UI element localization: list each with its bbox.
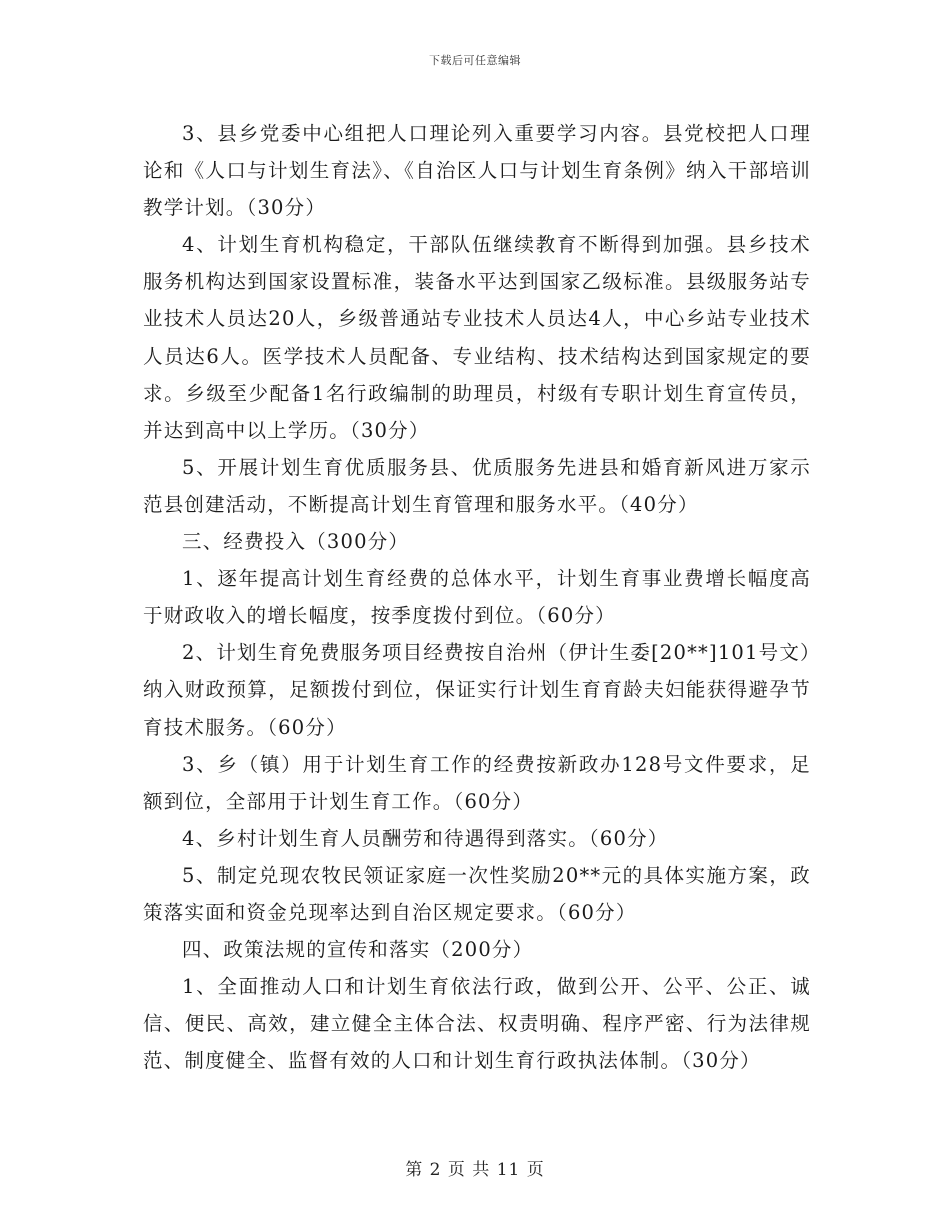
- page-header-note: 下载后可任意编辑: [429, 54, 521, 67]
- paragraph-funding-3: 3、乡（镇）用于计划生育工作的经费按新政办128号文件要求，足额到位，全部用于计划生育工作。（60分）: [143, 752, 811, 813]
- paragraph-funding-2: 2、计划生育免费服务项目经费按自治州（伊计生委[20**]101号文）纳入财政预算，足额拨付到位，保证实行计划生育育龄夫妇能获得避孕节育技术服务。（60分）: [143, 641, 811, 739]
- section-heading-policy: 四、政策法规的宣传和落实（200分）: [182, 938, 534, 962]
- document-body: [143, 115, 811, 1079]
- paragraph-item-5-quality-service: 5、开展计划生育优质服务县、优质服务先进县和婚育新风进万家示范县创建活动，不断提高计划生育管理和服务水平。（40分）: [143, 455, 811, 516]
- page-number-footer: 第 2 页 共 11 页: [405, 1160, 545, 1180]
- paragraph-funding-5: 5、制定兑现农牧民领证家庭一次性奖励20**元的具体实施方案，政策落实面和资金兑现率达到自治区规定要求。（60分）: [143, 863, 811, 924]
- section-heading-funding: 三、经费投入（300分）: [182, 530, 410, 554]
- paragraph-item-3-staff-training: 3、县乡党委中心组把人口理论列入重要学习内容。县党校把人口理论和《人口与计划生育法》、《自治区人口与计划生育条例》纳入干部培训教学计划。（30分）: [143, 122, 811, 220]
- paragraph-policy-1: 1、全面推动人口和计划生育依法行政，做到公开、公平、公正、诚信、便民、高效，建立健全主体合法、权责明确、程序严密、行为法律规范、制度健全、监督有效的人口和计划生育行政执法体制。（30分）: [143, 975, 811, 1073]
- paragraph-funding-4: 4、乡村计划生育人员酬劳和待遇得到落实。（60分）: [182, 826, 669, 850]
- paragraph-item-4-institution: 4、计划生育机构稳定，干部队伍继续教育不断得到加强。县乡技术服务机构达到国家设置标准，装备水平达到国家乙级标准。县级服务站专业技术人员达20人，乡级普通站专业技术人员达4人，中心乡站专业技术人员达6人。医学技术人员配备、专业结构、技术结构达到国家规定的要求。乡级至少配备1名行政编制的助理员，村级有专职计划生育宣传员，并达到高中以上学历。（30分）: [143, 233, 811, 442]
- paragraph-funding-1: 1、逐年提高计划生育经费的总体水平，计划生育事业费增长幅度高于财政收入的增长幅度，按季度拨付到位。（60分）: [143, 567, 811, 628]
